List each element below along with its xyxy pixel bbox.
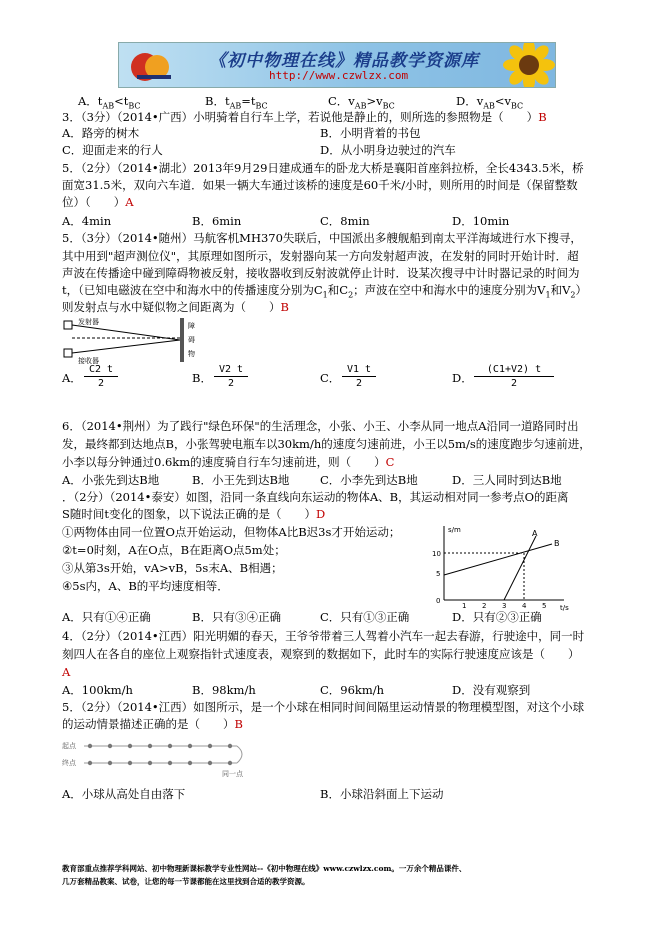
q6-option-d: D．三人同时到达B地 [452,473,562,487]
q4-line1: 4．（2分）（2014•江西）阳光明媚的春天，王爷爷带着三人驾着小汽车一起去春游，行驶途中，同一时 [62,629,585,643]
x-tick-5: 5 [542,602,547,610]
q5a-option-b: B．6min [192,214,242,228]
line-a-label: A [532,529,538,538]
q5c-option-b: B．小球沿斜面上下运动 [320,787,444,801]
q5c-option-a: A．小球从高处自由落下 [62,787,186,801]
q5a-line1: 5．（2分）（2014•湖北）2013年9月29日建成通车的卧龙大桥是襄阳首座斜拉桥，全长4343.5米，桥 [62,161,584,175]
q5c-answer: B [234,717,243,731]
prev-option-c: C．$v_{AB}>v_{BC}$ [328,94,395,111]
banner-title: 《初中物理在线》精品教学资源库 [209,51,479,71]
sunflower-icon [499,42,556,88]
q5b-option-a-label: A． [62,371,82,385]
q5a-option-d: D．10min [452,214,510,228]
q5b-line5: 则发射点与水中疑似物之间距离为（ ）B [62,300,289,314]
x-tick-1: 1 [462,602,467,610]
q7-option-d: D．只有②③正确 [452,610,542,624]
prev-option-a: A．$t_{AB}<t_{BC}$ [78,94,141,111]
start-label: 起点 [62,742,76,750]
y-tick-0: 0 [436,597,441,605]
prev-option-d: D．$v_{AB}<v_{BC}$ [456,94,524,111]
line-b-label: B [554,539,560,548]
q3-answer: B [538,110,547,124]
q3-option-d: D．从小明身边驶过的汽车 [320,143,456,157]
q7-line2: S随时间t变化的图象，以下说法正确的是（ ）D [62,507,326,521]
footer-line2: 几万套精品教案、试卷，让您的每一节课都能在这里找到合适的教学资源。 [62,877,310,886]
q3-option-c: C．迎面走来的行人 [62,143,163,157]
q7-answer: D [316,507,326,521]
q5a-line3: 位）（ ）A [62,195,134,209]
q4-line2: 刻四人在各自的座位上观察指针式速度表，观察到的数据如下，此时车的实际行驶速度应该是（ ） [62,647,580,661]
y-tick-5: 5 [436,570,441,578]
banner-url: http://www.czwlzx.com [269,69,409,82]
receiver-label: 接收器 [78,357,99,365]
q5c-line1: 5．（2分）（2014•江西）如图所示，是一个小球在相同时间间隔里运动情景的物理模型图，对这个小球 [62,700,585,714]
y-axis-label: s/m [448,526,461,534]
q5b-option-a-fraction: C2 t 2 [84,364,118,389]
q6-line3: 小李以每分钟通过0.6km的速度骑自行车匀速前进，则（ ）C [62,455,395,469]
x-tick-3: 3 [502,602,507,610]
q4-answer: A [62,665,71,679]
banner [118,42,556,88]
q6-line1: 6．（2014•荆州）为了践行"绿色环保"的生活理念，小张、小王、小李从同一地点A沿同一道路同时出 [62,419,579,433]
ball-motion-diagram [62,738,272,778]
footer-line1: 教育部重点推荐学科网站、初中物理新课标教学专业性网站--《初中物理在线》www.czwlzx.com。一万余个精品课件、 [62,864,467,873]
q5b-option-c-label: C． [320,371,341,385]
q4-option-d: D．没有观察到 [452,683,531,697]
q5b-line2: 其中用到"超声测位仪"，其原理如图所示，发射器向某一方向发射超声波，在发射的同时开始计时．超 [62,249,579,263]
q6-option-a: A．小张先到达B地 [62,473,160,487]
q5b-line1: 5．（3分）（2014•随州）马航客机MH370失联后，中国派出多艘舰船到南太平洋海域进行水下搜寻， [62,231,582,245]
q5b-option-d-fraction: (C1+V2) t 2 [474,364,554,389]
q7-option-a: A．只有①④正确 [62,610,151,624]
line-a [504,536,536,600]
q7-line1: ．（2分）（2014•泰安）如图，沿同一条直线向东运动的物体A、B，其运动相对同一参考点O的距离 [62,490,569,504]
q3-option-a: A．路旁的树木 [62,126,140,140]
obstacle-label-3: 物 [188,350,195,358]
y-tick-10: 10 [432,550,441,558]
obstacle-label-1: 障 [188,322,195,330]
q5a-option-c: C．8min [320,214,370,228]
q6-line2: 发，最终都到达地点B，小张驾驶电瓶车以30km/h的速度匀速前进，小王以5m/s的速度跑步匀速前进， [62,437,591,451]
q5a-line2: 面宽31.5米，双向六车道．如果一辆大车通过该桥的速度是60千米/小时，则所用的时间是（保留整数 [62,178,578,192]
q5b-line4: t，（已知电磁波在空中和海水中的传播速度分别为$C_1$和$C_2$；声波在空中和海水中的速度分别为$V_1$和$V_2$） [62,283,587,300]
x-tick-2: 2 [482,602,487,610]
emitter-label: 发射器 [78,318,99,326]
x-tick-4: 4 [522,602,527,610]
logo-icon [125,45,185,85]
q5b-answer: B [280,300,289,314]
q3-option-b: B．小明背着的书包 [320,126,421,140]
q5b-option-b-label: B． [192,371,212,385]
q3-stem: 3．（3分）（2014•广西）小明骑着自行车上学，若说他是静止的，则所选的参照物是（ ）B [62,110,547,124]
obstacle-label-2: 碍 [188,336,195,344]
q5b-option-b-fraction: V2 t 2 [214,364,248,389]
q5b-option-c-fraction: V1 t 2 [342,364,376,389]
q5a-option-a: A．4min [62,214,112,228]
q6-option-b: B．小王先到达B地 [192,473,290,487]
q7-item-4: ④5s内，A、B的平均速度相等． [62,579,229,593]
end-label: 终点 [62,759,76,767]
q5c-line2: 的运动情景描述正确的是（ ）B [62,717,243,731]
q4-option-a: A．100km/h [62,683,133,697]
q4-option-b: B．98km/h [192,683,256,697]
same-point-label: 同一点 [222,770,243,778]
x-axis-label: t/s [560,604,569,612]
q6-answer: C [385,455,395,469]
q4-option-c: C．96km/h [320,683,385,697]
q5a-answer: A [125,195,134,209]
q7-item-2: ②t=0时刻，A在O点，B在距离O点5m处； [62,543,286,557]
q6-option-c: C．小李先到达B地 [320,473,418,487]
q7-item-3: ③从第3s开始，vA>vB，5s末A、B相遇； [62,561,283,575]
prev-option-b: B．$t_{AB}=t_{BC}$ [205,94,268,111]
q5b-line3: 声波在传播途中碰到障碍物被反射，接收器收到反射波就停止计时．设某次搜寻中计时器记录的时间为 [62,266,580,280]
sonar-diagram [62,316,212,366]
q7-option-c: C．只有①③正确 [320,610,410,624]
q5b-option-d-label: D． [452,371,473,385]
q7-item-1: ①两物体由同一位置O点开始运动，但物体A比B迟3s才开始运动； [62,525,401,539]
line-b [444,544,552,575]
q7-option-b: B．只有③④正确 [192,610,281,624]
s-t-graph [424,522,574,612]
